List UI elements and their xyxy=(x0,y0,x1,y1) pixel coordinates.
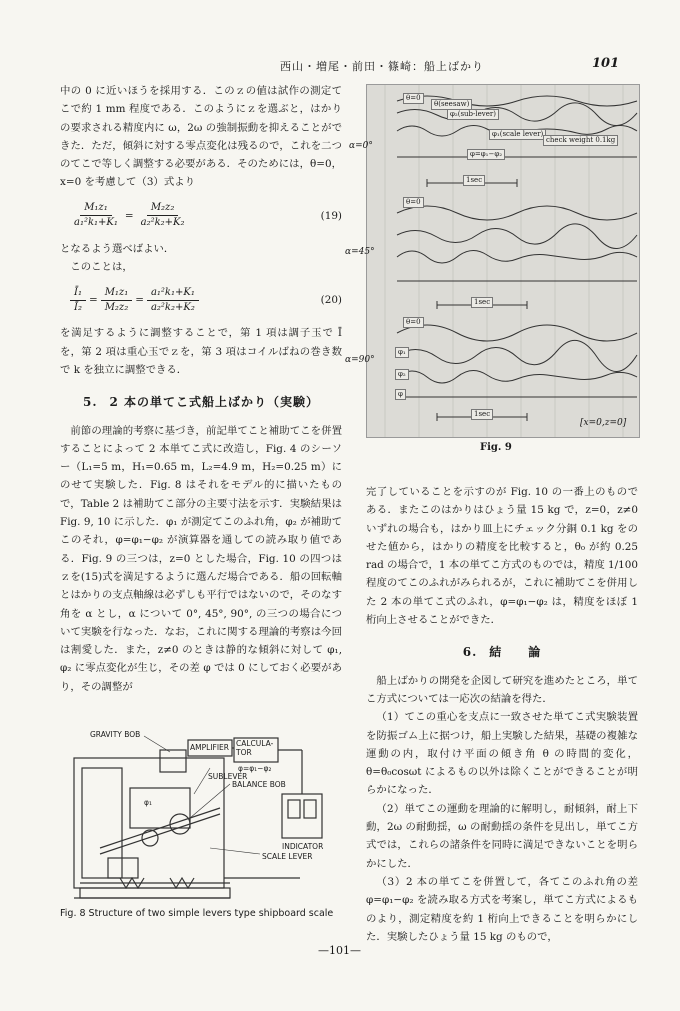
right-column xyxy=(366,483,638,946)
paragraph: 中の 0 に近いほうを採用する．このｚの値は試作の測定てこで約 1 mm 程度である．このようにｚを選ぶと，はかりの要求される精度内に ω，2ω の強制振動を抑えることができた．ただ，傾斜に対する零点変化は残るので，これを二つのてこで等しく調整する必要がある．そのためには，θ=0，x=0 を考慮して（3）式より xyxy=(60,85,342,189)
trace-tag: 1sec xyxy=(463,175,485,186)
trace-tag: φ₂ xyxy=(395,369,409,380)
paragraph: 完了していることを示すのが Fig. 10 の一番上のものである．またこのはかりはひょう量 15 kg で，z=0，z≠0 いずれの場合も，はかり皿上にチェック分銅 0.1 kg をのせた値から，はかりの精度を比較すると，θ₀ が約 0.25 rad の場合で，1 本の単てこ方式のものでは，精度 1/100 程度のてこのふれがみられるが，これに補助てこを併用した 2 本の単てこ式のふれ，φ=φ₁−φ₂ は，精度をほぼ 1 桁向上させることができた． xyxy=(366,486,638,627)
fraction xyxy=(137,201,189,230)
denominator: a₂²k₂+K₂ xyxy=(150,301,195,313)
trace-tag: θ=0 xyxy=(403,197,424,208)
equals-sign: = xyxy=(135,294,144,307)
equation-19 xyxy=(70,196,342,236)
conclusion-item-2: （2）単てこの運動を理論的に解明し，耐傾斜，耐上下動，2ω の耐動揺，ω の耐動揺の条件を見出し，単てこ方式では，これらの諸条件を同時に満足できないことを明らかにした． xyxy=(366,802,638,870)
paragraph: を満足するように調整することで，第 1 項は調子玉で Ī を，第 2 項は重心玉でｚを，第 3 項はコイルばねの巻き数で k を独立に調整できる． xyxy=(60,327,342,376)
equation-20 xyxy=(70,280,342,320)
figure-9-caption: Fig. 9 xyxy=(480,442,512,453)
fraction xyxy=(147,286,199,315)
equals-sign: = xyxy=(124,209,134,222)
trace-tag: φ=φ₁−φ₂ xyxy=(467,149,505,160)
trace-phi1-45 xyxy=(397,250,637,263)
label-phi1: φ₁ xyxy=(144,798,152,807)
left-column xyxy=(60,82,342,696)
denominator: a₁²k₁+K₁ xyxy=(74,217,118,229)
label-amplifier: AMPLIFIER xyxy=(190,743,229,752)
trace-tag: θ(seesaw) xyxy=(431,99,472,110)
equals-sign: = xyxy=(88,294,98,307)
running-header xyxy=(0,56,680,76)
alpha-label: α=0° xyxy=(349,141,373,151)
denominator: a₂²k₂+K₂ xyxy=(140,217,185,229)
fraction xyxy=(70,286,86,315)
label-gravity-bob: GRAVITY BOB xyxy=(90,730,141,739)
trace-phi2-45 xyxy=(397,224,637,249)
page-footer: —101— xyxy=(318,944,361,957)
section-heading-6 xyxy=(366,643,638,661)
alpha-label: α=90° xyxy=(345,355,375,365)
figure-8-caption: Fig. 8 Structure of two simple levers type shipboard scale xyxy=(60,908,334,919)
fraction xyxy=(70,201,122,230)
conclusion-item-3: （3）2 本の単てこを併置して，各てこのふれ角の差 φ=φ₁−φ₂ を読み取る方式を考案し，単てこ方式によるものより，測定精度を約 1 桁向上できることを明らかにした．実験したひょう量 15 kg のもので， xyxy=(366,875,638,943)
paragraph: このことは， xyxy=(70,261,133,274)
paragraph: となるよう選べばよい． xyxy=(60,242,175,255)
numerator: a₁²k₁+K₁ xyxy=(147,286,199,301)
label-calculator: CALCULA-TOR xyxy=(236,739,274,757)
header-page-number: 101 xyxy=(592,56,620,71)
header-authors: 西山・増尾・前田・篠崎：船上ばかり xyxy=(280,60,484,73)
trace-tag: check weight 0.1kg xyxy=(543,135,618,146)
label-calc-formula: φ=φ₁−φ₂ xyxy=(238,764,272,773)
label-balance-bob: BALANCE BOB xyxy=(232,780,286,789)
label-indicator: INDICATOR xyxy=(282,842,324,851)
trace-tag: φ₂(sub-lever) xyxy=(447,109,499,120)
paragraph: 船上ばかりの開発を企図して研究を進めたところ，単てこ方式については一応次の結論を得た． xyxy=(366,674,638,705)
trace-theta-90 xyxy=(397,325,637,341)
trace-tag: φ₁(scale lever) xyxy=(489,129,546,140)
trace-tag: 1sec xyxy=(471,409,493,420)
trace-tag: 1sec xyxy=(471,297,493,308)
numerator: Ī₁ xyxy=(70,286,86,301)
figure-9-oscillograph xyxy=(345,84,640,438)
conclusion-item-1: （1）てこの重心を支点に一致させた単てこ式実験装置を防振ゴム上に据つけ，船上実験した結果，基礎の複雑な運動の内，取付け平面の傾き角 θ の時間的変化，θ=θ₀cosωt によるもの以外は除くことができることが明らかになった． xyxy=(366,711,638,797)
denominator: Ī₂ xyxy=(74,301,82,313)
trace-phi2-90 xyxy=(397,340,637,371)
trace-tag: φ₁ xyxy=(395,347,409,358)
label-sublever: SUBLEVER xyxy=(208,772,248,781)
numerator: M₁z₁ xyxy=(101,286,133,301)
section-title: 2 本の単てこ式船上ばかり（実験） xyxy=(109,395,320,410)
section-title: 結 論 xyxy=(489,645,542,660)
trace-tag: θ=0 xyxy=(403,317,424,328)
trace-phi1-90 xyxy=(397,370,637,383)
trace-tag: φ xyxy=(395,389,406,400)
section-heading-5 xyxy=(60,393,342,411)
denominator: M₂z₂ xyxy=(104,301,129,313)
label-scale-lever: SCALE LEVER xyxy=(262,852,313,861)
figure-9-condition: [x=0,z=0] xyxy=(580,418,627,428)
numerator: M₁z₁ xyxy=(80,201,112,216)
equation-number: (20) xyxy=(320,294,342,307)
alpha-label: α=45° xyxy=(345,247,375,257)
lever-structure-drawing xyxy=(60,728,342,906)
numerator: M₂z₂ xyxy=(147,201,179,216)
section-number: 5. xyxy=(82,395,98,410)
trace-theta-45 xyxy=(397,206,637,220)
paragraph: 前節の理論的考察に基づき，前記単てこと補助てこを併置することによって 2 本単てこ式に改造し，Fig. 4 のシーソー（L₁=5 m，H₁=0.65 m，L₂=4.9 m，H₂=0.25 m）にのせて実験した．Fig. 8 はそれをモデル的に描いたもので，Table 2 は補助てこ部分の主要寸法を示す．実験結果は Fig. 9, 10 に示した．φ₁ が測定てこのふれ角，φ₂ が補助てこのそれ，φ=φ₁−φ₂ が演算器を通しての読み取り値である．Fig. 9 の三つは，z=0 とした場合，Fig. 10 の四つはｚを(15)式を満足するように選んだ場合である．船の回転軸とはかりの支点軸線は必ずしも平行ではないので，そのなす角を α とし，α について 0°, 45°, 90°, の三つの場合について実験を行なった．なお，これに関する理論的考察は今回は割愛した．また，z≠0 のときは静的な傾斜に対して φ₁, φ₂ に零点変化が生じ，その差 φ では 0 にしておく必要があり，その調整が xyxy=(60,424,342,693)
fraction xyxy=(101,286,133,315)
equation-number: (19) xyxy=(320,209,342,222)
figure-8-diagram xyxy=(60,728,342,906)
trace-tag: θ=0 xyxy=(403,93,424,104)
section-number: 6. xyxy=(462,645,478,660)
